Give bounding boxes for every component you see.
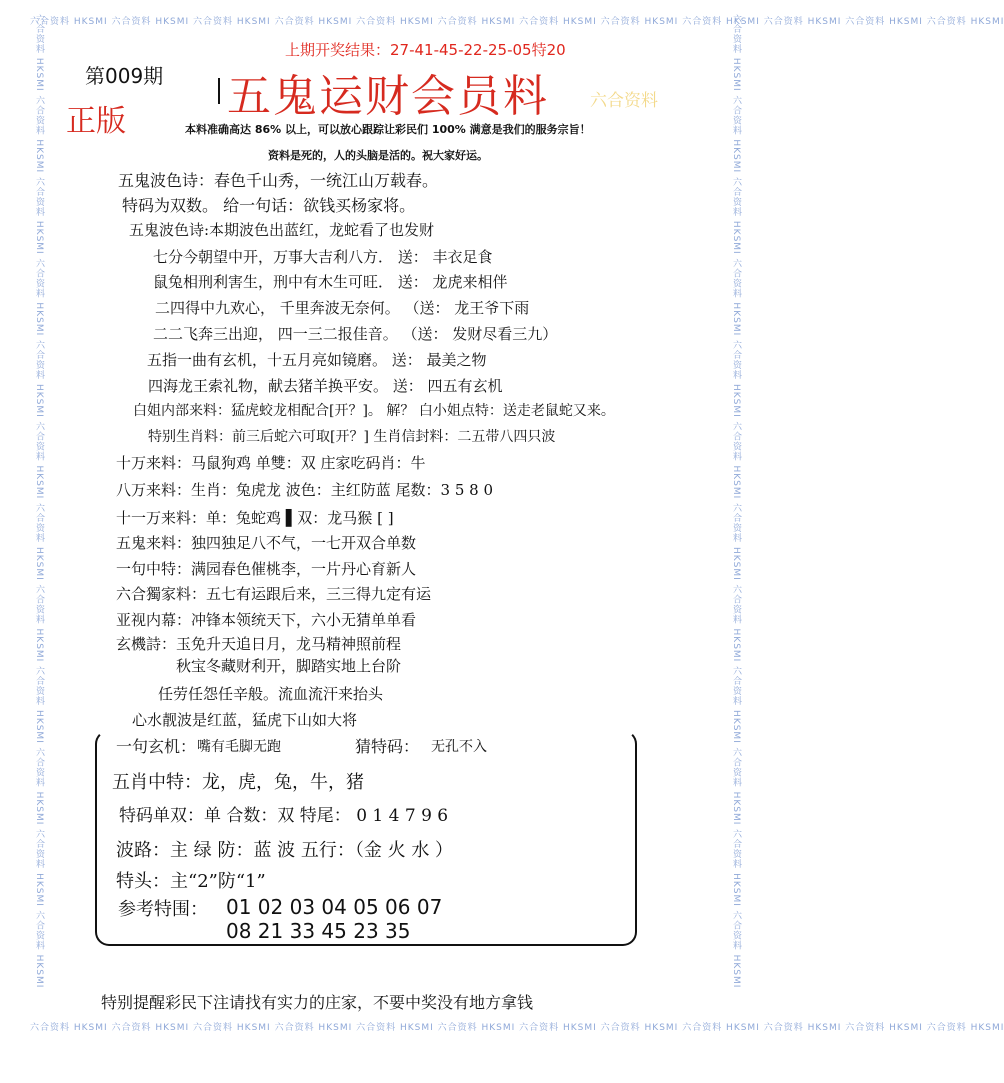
text-line: 五鬼波色诗:本期波色出蓝红，龙蛇看了也发财 bbox=[129, 221, 435, 239]
ref-row-1: 01 02 03 04 05 06 07 bbox=[226, 895, 443, 919]
text-line: 二四得中九欢心， 千里奔波无奈何。 （送： 龙王爷下雨 bbox=[155, 299, 530, 317]
issue-number: 第009期 bbox=[85, 64, 164, 88]
text-line: 任劳任怨任辛般。流血流汗来抬头 bbox=[158, 685, 384, 703]
guess-label: 猜特码： bbox=[355, 737, 420, 756]
riddle-label: 一句玄机： bbox=[116, 737, 197, 756]
text-line: 六合獨家料：五七有运跟后来，三三得九定有运 bbox=[116, 585, 432, 603]
edition-label: 正版 bbox=[66, 104, 126, 139]
side-title: 六合资料 bbox=[590, 91, 658, 111]
text-line: 八万来料：生肖：兔虎龙 波色：主红防蓝 尾数：3 5 8 0 bbox=[116, 481, 494, 499]
text-line: 玄機詩：玉免升天追日月，龙马精神照前程 bbox=[116, 635, 402, 653]
footer-warning: 特别提醒彩民下注请找有实力的庄家，不要中奖没有地方拿钱 bbox=[101, 993, 534, 1012]
text-line: 五鬼波色诗：春色千山秀，一统江山万载春。 bbox=[118, 171, 439, 190]
frame-border-right: 六合资料 HKSMI 六合资料 HKSMI 六合资料 HKSMI 六合资料 HKSMI 六合资料 HKSMI 六合资料 HKSMI 六合资料 HKSMI 六合资料 HKSMI 六合资料 HKSMI 六合资料 HKSMI 六合资料 HKSMI 六合资料 HKSMI bbox=[731, 14, 741, 989]
frame-border-left: 六合资料 HKSMI 六合资料 HKSMI 六合资料 HKSMI 六合资料 HKSMI 六合资料 HKSMI 六合资料 HKSMI 六合资料 HKSMI 六合资料 HKSMI 六合资料 HKSMI 六合资料 HKSMI 六合资料 HKSMI 六合资料 HKSMI bbox=[34, 14, 44, 989]
frame-border-bottom: 六合资料 HKSMI 六合资料 HKSMI 六合资料 HKSMI 六合资料 HKSMI 六合资料 HKSMI 六合资料 HKSMI 六合资料 HKSMI 六合资料 HKSMI 六合资料 HKSMI 六合资料 HKSMI 六合资料 HKSMI 六合资料 HKSMI bbox=[30, 1023, 1004, 1033]
text-line: 五指一曲有玄机，十五月亮如镜磨。 送： 最美之物 bbox=[147, 351, 487, 369]
text-line: 心水靓波是红蓝，猛虎下山如大将 bbox=[132, 711, 358, 729]
text-line: 十万来料：马鼠狗鸡 单雙：双 庄家吃码肖：牛 bbox=[116, 454, 426, 472]
main-title: 五鬼运财会员料 bbox=[227, 71, 549, 122]
text-line: 十一万来料：单：兔蛇鸡 ▌双：龙马猴 [ ] bbox=[116, 509, 394, 527]
ref-label: 参考特围： bbox=[118, 899, 208, 920]
five-zodiac-line: 五肖中特：龙，虎，兔，牛，猪 bbox=[112, 772, 364, 793]
accuracy-note: 本料准确高达 86% 以上，可以放心跟踪让彩民们 100% 满意是我们的服务宗旨！ bbox=[185, 123, 591, 136]
wave-line: 波路：主 绿 防：蓝 波 五行：（金 火 水 ） bbox=[116, 840, 454, 861]
text-line: 七分今朝望中开，万事大吉利八方． 送： 丰衣足食 bbox=[153, 248, 493, 266]
text-line: 特码为双数。 给一句话：欲钱买杨家将。 bbox=[122, 196, 416, 215]
text-line: 一句中特：满园春色催桃李，一片丹心育新人 bbox=[116, 560, 417, 578]
frame-border-top: 六合资料 HKSMI 六合资料 HKSMI 六合资料 HKSMI 六合资料 HKSMI 六合资料 HKSMI 六合资料 HKSMI 六合资料 HKSMI 六合资料 HKSMI 六合资料 HKSMI 六合资料 HKSMI 六合资料 HKSMI 六合资料 HKSMI bbox=[30, 17, 1004, 27]
riddle-text: 嘴有毛脚无跑 bbox=[197, 739, 281, 755]
text-line: 五鬼来料：独四独足八不气，一七开双合单数 bbox=[116, 534, 417, 552]
text-line: 亚视内幕：冲锋本领统天下，六小无猜单单看 bbox=[116, 611, 417, 629]
last-result: 上期开奖结果：27-41-45-22-25-05特20 bbox=[285, 41, 566, 59]
text-line: 二二飞奔三出迎， 四一三二报佳音。 （送： 发财尽看三九） bbox=[153, 325, 558, 343]
text-line: 特别生肖料：前三后蛇六可取[开？] 生肖信封料：二五带八四只波 bbox=[148, 429, 556, 445]
text-line: 秋宝冬藏财利开，脚踏实地上台阶 bbox=[176, 657, 402, 675]
text-line: 白姐内部来料：猛虎蛟龙相配合[开？]。 解？ 白小姐点特：送走老鼠蛇又来。 bbox=[133, 403, 615, 419]
text-line: 鼠兔相刑利害生，刑中有木生可旺． 送： 龙虎来相伴 bbox=[153, 273, 508, 291]
head-line: 特头：主“2”防“1” bbox=[116, 871, 266, 892]
guess-text: 无孔不入 bbox=[431, 739, 487, 755]
luck-note: 资料是死的，人的头脑是活的。祝大家好运。 bbox=[268, 149, 488, 162]
odd-even-line: 特码单双：单 合数：双 特尾： 0 1 4 7 9 6 bbox=[119, 806, 449, 826]
title-divider bbox=[218, 78, 220, 104]
text-line: 四海龙王索礼物，献去猪羊换平安。 送： 四五有玄机 bbox=[148, 377, 503, 395]
ref-row-2: 08 21 33 45 23 35 bbox=[226, 919, 411, 943]
